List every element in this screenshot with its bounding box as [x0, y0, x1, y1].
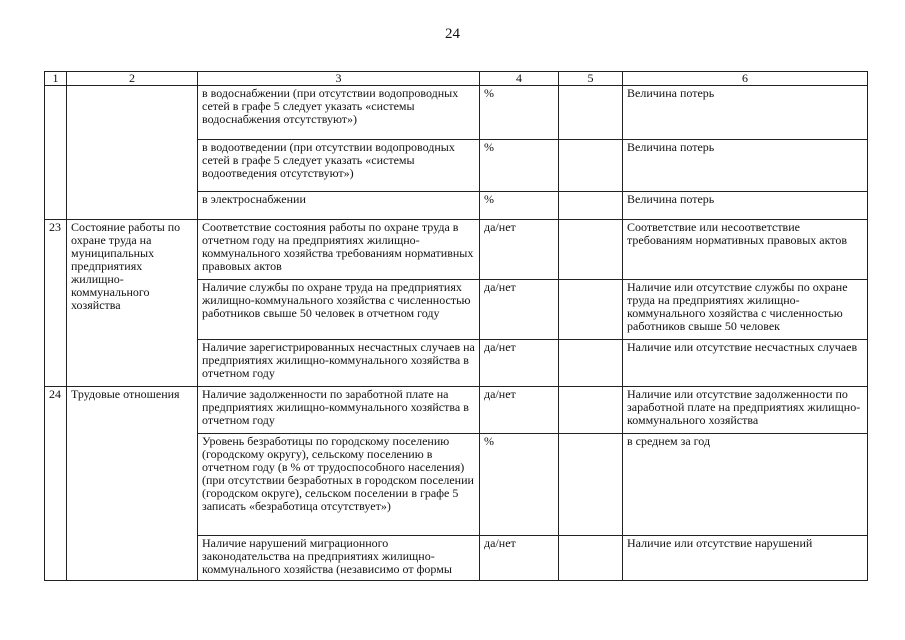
unit-cell: %	[480, 434, 559, 536]
indicator-cell: Наличие задолженности по заработной плате на предприятиях жилищно-коммунального хозяйства в отчетном году	[198, 387, 480, 434]
indicator-cell: в водоснабжении (при отсутствии водопроводных сетей в графе 5 следует указать «системы водоснабжения отсутствуют»)	[198, 86, 480, 140]
note-cell: Величина потерь	[623, 192, 868, 220]
value-cell	[559, 192, 623, 220]
indicator-cell: в водоотведении (при отсутствии водопроводных сетей в графе 5 следует указать «системы водоотведения отсутствуют»)	[198, 140, 480, 192]
unit-cell: %	[480, 140, 559, 192]
value-cell	[559, 536, 623, 581]
page-number: 24	[445, 26, 460, 42]
unit-cell: да/нет	[480, 536, 559, 581]
unit-cell: да/нет	[480, 280, 559, 340]
value-cell	[559, 220, 623, 280]
unit-cell: %	[480, 86, 559, 140]
column-header-3: 3	[198, 72, 480, 86]
table-header-row	[45, 72, 868, 86]
column-header-5: 5	[559, 72, 623, 86]
indicator-cell: Наличие нарушений миграционного законодательства на предприятиях жилищно-коммунального хозяйства (независимо от формы	[198, 536, 480, 581]
note-cell: Наличие или отсутствие задолженности по заработной плате на предприятиях жилищно-коммунального хозяйства	[623, 387, 868, 434]
note-cell: Наличие или отсутствие несчастных случаев	[623, 340, 868, 387]
indicator-cell: Соответствие состояния работы по охране труда в отчетном году на предприятиях жилищно-коммунального хозяйства требованиям нормативных правовых актов	[198, 220, 480, 280]
note-cell: Величина потерь	[623, 140, 868, 192]
unit-cell: да/нет	[480, 387, 559, 434]
note-cell: Величина потерь	[623, 86, 868, 140]
column-header-6: 6	[623, 72, 868, 86]
column-header-1: 1	[45, 72, 67, 86]
indicator-cell: в электроснабжении	[198, 192, 480, 220]
unit-cell: да/нет	[480, 220, 559, 280]
row-number-cell	[45, 86, 67, 220]
section-cell: Состояние работы по охране труда на муниципальных предприятиях жилищно-коммунального хозяйства	[67, 220, 198, 387]
value-cell	[559, 280, 623, 340]
section-cell	[67, 86, 198, 220]
note-cell: в среднем за год	[623, 434, 868, 536]
table-row	[45, 86, 868, 140]
row-number-cell: 23	[45, 220, 67, 387]
table-row	[45, 387, 868, 434]
value-cell	[559, 340, 623, 387]
value-cell	[559, 434, 623, 536]
column-header-4: 4	[480, 72, 559, 86]
indicator-cell: Наличие службы по охране труда на предприятиях жилищно-коммунального хозяйства с численностью работников свыше 50 человек в отчетном году	[198, 280, 480, 340]
indicators-table	[44, 71, 868, 581]
value-cell	[559, 140, 623, 192]
indicator-cell: Наличие зарегистрированных несчастных случаев на предприятиях жилищно-коммунального хозяйства в отчетном году	[198, 340, 480, 387]
note-cell: Соответствие или несоответствие требованиям нормативных правовых актов	[623, 220, 868, 280]
indicator-cell: Уровень безработицы по городскому поселению (городскому округу), сельскому поселению в отчетном году (в % от трудоспособного населения) (при отсутствии безработных в городском поселении (городском округе), сельском поселении в графе 5 записать «безработица отсутствует»)	[198, 434, 480, 536]
value-cell	[559, 86, 623, 140]
table-row	[45, 220, 868, 280]
value-cell	[559, 387, 623, 434]
row-number-cell: 24	[45, 387, 67, 581]
unit-cell: %	[480, 192, 559, 220]
unit-cell: да/нет	[480, 340, 559, 387]
column-header-2: 2	[67, 72, 198, 86]
section-cell: Трудовые отношения	[67, 387, 198, 581]
note-cell: Наличие или отсутствие службы по охране труда на предприятиях жилищно-коммунального хозяйства с численностью работников свыше 50 человек	[623, 280, 868, 340]
note-cell: Наличие или отсутствие нарушений	[623, 536, 868, 581]
